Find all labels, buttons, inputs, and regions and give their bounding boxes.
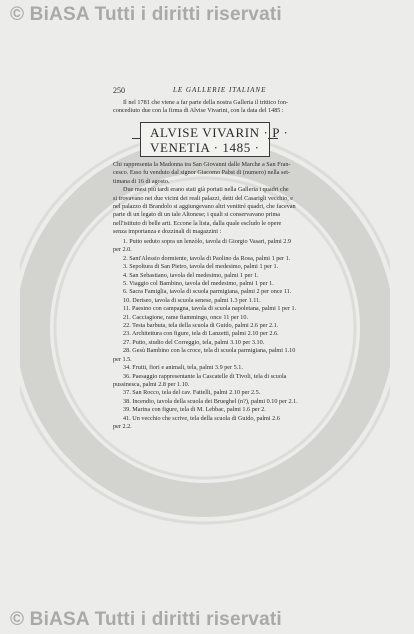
list-item: per 1.5.: [113, 355, 132, 363]
inscription-box: [140, 122, 289, 157]
text-line: Il nel 1781 che viene a far parte della nostra Galleria il trittico fon-: [123, 99, 289, 106]
text-line: nell'istituto di belle arti. Eccone la lista, dalla quale escludo le opere: [113, 219, 282, 227]
page-number: 250: [113, 86, 125, 95]
text-line: si trovavano nei due vicini dei reali palazzi, detti del Casarigli vecchio, e: [113, 194, 294, 202]
list-item: 36. Paesaggio rappresentante la Cascatelle di Tivoli, tela di scuola: [123, 372, 287, 380]
list-item: 37. San Rocco, tela del cav. Fattelli, palmi 2.10 per 2.5.: [123, 389, 261, 397]
watermark-bottom: © BiASA Tutti i diritti riservati: [10, 609, 282, 630]
list-item: 34. Frutti, fiori e animali, tela, palmi 3.9 per 5.1.: [123, 364, 243, 372]
text-line: nel palazzo di Brandolo si aggiungevano altri ventitré quadri, che facevan: [113, 203, 296, 211]
list-item: per 2.2.: [113, 422, 132, 430]
intro-paragraph: [113, 99, 385, 116]
list-item: 10. Deriseo, tavola di scuola senese, palmi 1.3 per 1.11.: [123, 296, 261, 304]
list-item: 6. Sacra Famiglia, tavola di scuola parmigiana, palmi 2 per once 11.: [123, 288, 292, 296]
list-item: 23. Architettura con figure, tela di Lanzetti, palmi 2.10 per 2.6.: [123, 330, 279, 338]
inscription-line-2: VENETIA · 1485 ·: [150, 140, 260, 155]
list-item: per 2.0.: [113, 246, 132, 254]
list-item: 3. Sepoltura di San Pietro, tavola del medesimo, palmi 1 per 1.: [123, 263, 279, 271]
text-line: parte di un legato di un tale Altonese; i quali si conservavano prima: [113, 211, 281, 219]
text-line: Due mesi più tardi erano stati già portati nella Galleria i quadri che: [123, 186, 289, 194]
text-line: senza importanza e dozzinali di magazzini :: [113, 228, 222, 236]
inscription-rule-right: [268, 138, 278, 139]
list-item: pussinesca, palmi 2.8 per 1.10.: [113, 380, 190, 388]
inscription-line-1: ALVISE VIVARIN · P ·: [150, 125, 289, 140]
list-item: 28. Gesù Bambino con la croce, tela di scuola parmigiana, palmi 1.10: [123, 347, 296, 355]
watermark-top: © BiASA Tutti i diritti riservati: [10, 4, 282, 25]
inventory-list: [113, 238, 385, 431]
text-line: Chi rappresenta la Madonna tra San Giovanni dalle Marche a San Fran-: [113, 161, 291, 168]
list-item: 4. San Sebastiano, tavola del medesimo, palmi 1 per 1.: [123, 271, 259, 279]
list-item: 21. Cacciagione, rame fiammingo, once 11 per 10.: [123, 313, 249, 321]
list-item: 11. Paesino con campagna, tavola di scuola napoletana, palmi 1 per 1.: [123, 305, 297, 313]
list-item: 41. Un vecchio che scrive, tela della scuola di Guido, palmi 2.6: [123, 414, 280, 422]
text-line: cesco. Esso fu venduto dal signor Giacomo Pabst di (numero) nella set-: [113, 169, 290, 177]
list-item: 5. Viaggio col Bambino, tavola del medesimo, palmi 1 per 1.: [123, 280, 274, 288]
list-item: 27. Putto, studio del Correggio, tela, palmi 3.10 per 3.10.: [123, 338, 265, 346]
list-item: 39. Marina con figure, tela di M. Lebbac, palmi 1.6 per 2.: [123, 406, 266, 414]
list-item: 2. Sant'Alessio dormiente, tavola di Paolino da Rosa, palmi 1 per 1.: [123, 254, 291, 262]
list-item: 1. Putto seduto sopra un lenzòlo, tavola di Giorgio Vasari, palmi 2.9: [123, 238, 292, 245]
running-title: LE GALLERIE ITALIANE: [173, 86, 267, 94]
text-line: concediuto due con la firma di Alvise Vivarini, con la data del 1485 :: [113, 107, 284, 115]
list-item: 38. Incendio, tavola della scuola dei Brueghel (n?), palmi 0.10 per 2.1.: [123, 397, 298, 405]
page-header: [113, 86, 386, 98]
list-item: 22. Testa barbuta, tela della scuola di Guido, palmi 2.6 per 2.1.: [123, 322, 279, 330]
text-line: timana di 16 di agosto.: [113, 177, 170, 185]
body-paragraph: [113, 161, 385, 237]
